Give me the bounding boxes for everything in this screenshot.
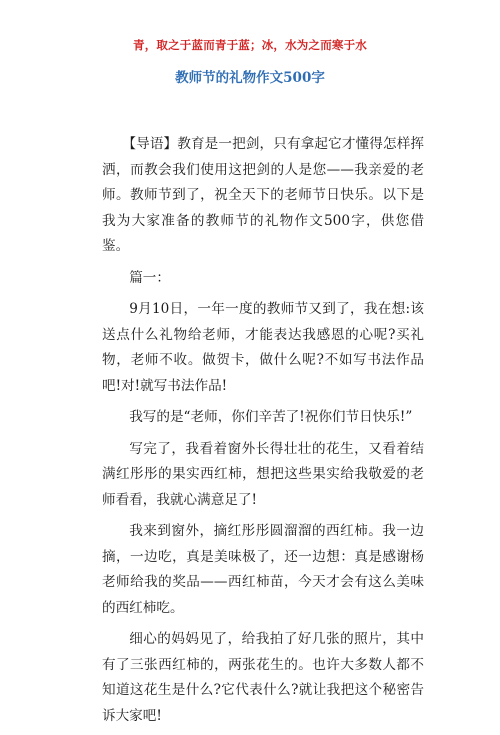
intro-paragraph: 【导语】教育是一把剑，只有拿起它才懂得怎样挥洒，而教会我们使用这把剑的人是您——我亲爱的老师。教师节到了，祝全天下的老师节日快乐。以下是我为大家准备的教师节的礼物作文500字，供您借鉴。 <box>102 136 424 254</box>
article-body <box>102 132 424 735</box>
body-paragraph: 我来到窗外，摘红彤彤圆溜溜的西红柿。我一边摘，一边吃，真是美味极了，还一边想：真是感谢杨老师给我的奖品——西红柿苗，今天才会有这么美味的西红柿吃。 <box>102 523 424 616</box>
page-title: 教师节的礼物作文500字 <box>175 70 325 86</box>
body-paragraph: 细心的妈妈见了，给我拍了好几张的照片，其中有了三张西红柿的，两张花生的。也许大多数人都不知道这花生是什么?它代表什么?就让我把这个秘密告诉大家吧! <box>102 631 424 724</box>
body-paragraph: 写完了，我看着窗外长得壮壮的花生，又看着结满红彤彤的果实西红柿，想把这些果实给我敬爱的老师看看，我就心满意足了! <box>102 440 424 508</box>
header-banner: 青，取之于蓝而青于蓝；冰，水为之而寒于水 <box>133 38 367 52</box>
body-paragraph: 我写的是“老师，你们辛苦了!祝你们节日快乐!” <box>129 409 413 425</box>
body-paragraph: 9月10日，一年一度的教师节又到了，我在想:该送点什么礼物给老师，才能表达我感恩的心呢?买礼物，老师不收。做贺卡，做什么呢?不如写书法作品吧!对!就写书法作品! <box>102 301 424 394</box>
section-heading: 篇一： <box>129 269 170 286</box>
